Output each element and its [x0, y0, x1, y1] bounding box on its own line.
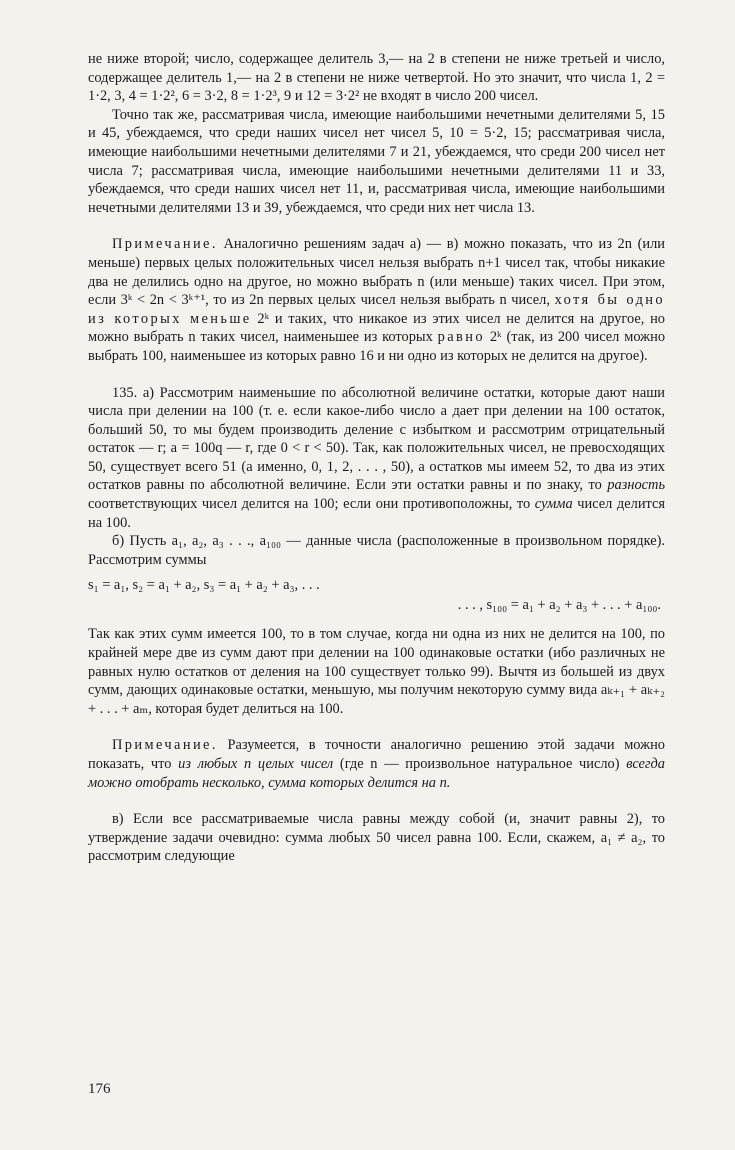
- problem-135a-text-c: чисел делится на 100.: [88, 496, 665, 531]
- paragraph-odd-divisors: Точно так же, рассматривая числа, имеющие наибольшими нечетными делителями 5, 15 и 45, убеждаемся, что среди наших чисел нет чисел 5, 10 = 5·2, 15; рассматривая числа, имеющие наибольшими нечетными делителями 7 и 21, убеждаемся, что среди 200 чисел нет числа 7; рассматривая числа, имеющие наибольшими нечетными делителями 11 и 33, убеждаемся, что среди наших чисел нет 11, и, рассматривая числа, имеющие наибольшими нечетными делителями 13 и 39, убеждаемся, что среди них нет числа 13.: [88, 106, 665, 216]
- paragraph-problem-135b: б) Пусть a₁, a₂, a₃ . . ., a₁₀₀ — данные числа (расположенные в произвольном порядке). Рассмотрим суммы: [88, 533, 665, 568]
- paragraph-sums-argument: Так как этих сумм имеется 100, то в том случае, когда ни одна из них не делится на 100, по крайней мере две из сумм дают при делении на 100 одинаковые остатки (ибо различных не равных нулю остатков от деления на 100 существует только 99). Вычтя из большей из двух сумм, дающих одинаковые остатки, меньшую, мы получим некоторую сумму вида aₖ₊₁ + aₖ₊₂ + . . . + aₘ, которая будет делиться на 100.: [88, 626, 665, 717]
- note-text-spaced-b: хотя бы одно из которых меньше: [88, 292, 665, 327]
- spacer: [88, 217, 665, 235]
- note-text-a: Аналогично решениям задач а) — в) можно показать, что из 2n (или меньше) первых целых положительных чисел нельзя выбрать n+1 чисел так, чтобы никакие два не делились одно на другое, но можно выбрать n (или меньше) таких чисел. При этом, если 3ᵏ < 2n < 3ᵏ⁺¹, то из 2n первых целых чисел нельзя выбрать n чисел,: [88, 236, 665, 309]
- formula-line-1: s₁ = a₁, s₂ = a₁ + a₂, s₃ = a₁ + a₂ + a₃, . . .: [88, 577, 320, 594]
- emphasis-sum: сумма: [534, 496, 573, 513]
- note-2-emphasis-b: всегда можно отобрать несколько, сумма которых делится на n.: [88, 756, 665, 791]
- problem-135a-text-b: соответствующих чисел делится на 100; если они противоположны, то: [88, 496, 531, 513]
- note-2-label: Примечание.: [112, 737, 218, 754]
- note-text-e: 2ᵏ (так, из 200 чисел можно выбрать 100, наименьшее из которых равно 16 и ни одно из которых не делится на другое).: [88, 329, 666, 364]
- page-number: 176: [88, 1081, 111, 1097]
- note-text-c: 2ᵏ и таких, что никакое из этих чисел не делится на другое, но можно выбрать n таких чисел, наименьшее из которых: [88, 310, 665, 346]
- emphasis-difference: разность: [607, 477, 665, 494]
- paragraph-continuation: не ниже второй; число, содержащее делитель 3,— на 2 в степени не ниже третьей и число, содержащее делитель 1,— на 2 в степени не ниже четвертой. Но это значит, что числа 1, 2 = 1·2, 3, 4 = 1·2², 6 = 3·2, 8 = 1·2³, 9 и 12 = 3·2² не входят в число 200 чисел.: [88, 51, 665, 105]
- problem-135a-text-a: 135. а) Рассмотрим наименьшие по абсолютной величине остатки, которые дают наши числа при делении на 100 (т. е. если какое-либо число a дает при делении на 100 остаток, больший 50, то мы будем производить деление с избытком и рассмотрим отрицательный остаток — r; a = 100q — r, где 0 < r < 50). Так, как положительных чисел, не превосходящих 50, существует всего 51 (а именно, 0, 1, 2, . . . , 50), а остатков мы имеем 52, то два из этих остатков равны по абсолютной величине. Если эти остатки равны и по знаку, то: [88, 384, 665, 494]
- spacer: [88, 792, 665, 810]
- spacer: [88, 366, 665, 384]
- formula-line-2: . . . , s₁₀₀ = a₁ + a₂ + a₃ + . . . + a₁₀₀.: [457, 597, 661, 614]
- paragraph-note-2: [88, 736, 665, 792]
- note-label: Примечание.: [112, 236, 218, 253]
- note-2-text-b: (где n — произвольное натуральное число): [339, 756, 620, 772]
- paragraph-problem-135c: в) Если все рассматриваемые числа равны между собой (и, значит равны 2), то утверждение задачи очевидно: сумма любых 50 чисел равна 100. Если, скажем, a₁ ≠ a₂, то рассмотрим следующие: [88, 811, 665, 865]
- spacer: [88, 718, 665, 736]
- note-text-spaced-d: равно: [437, 329, 485, 346]
- note-2-emphasis-a: из любых n целых чисел: [178, 756, 334, 772]
- note-2-text-a: Разумеется, в точности аналогично решению этой задачи можно показать, что: [88, 737, 665, 772]
- paragraph-note-1: [88, 235, 665, 365]
- paragraph-problem-135a: [88, 384, 665, 533]
- sums-formula: [88, 575, 665, 615]
